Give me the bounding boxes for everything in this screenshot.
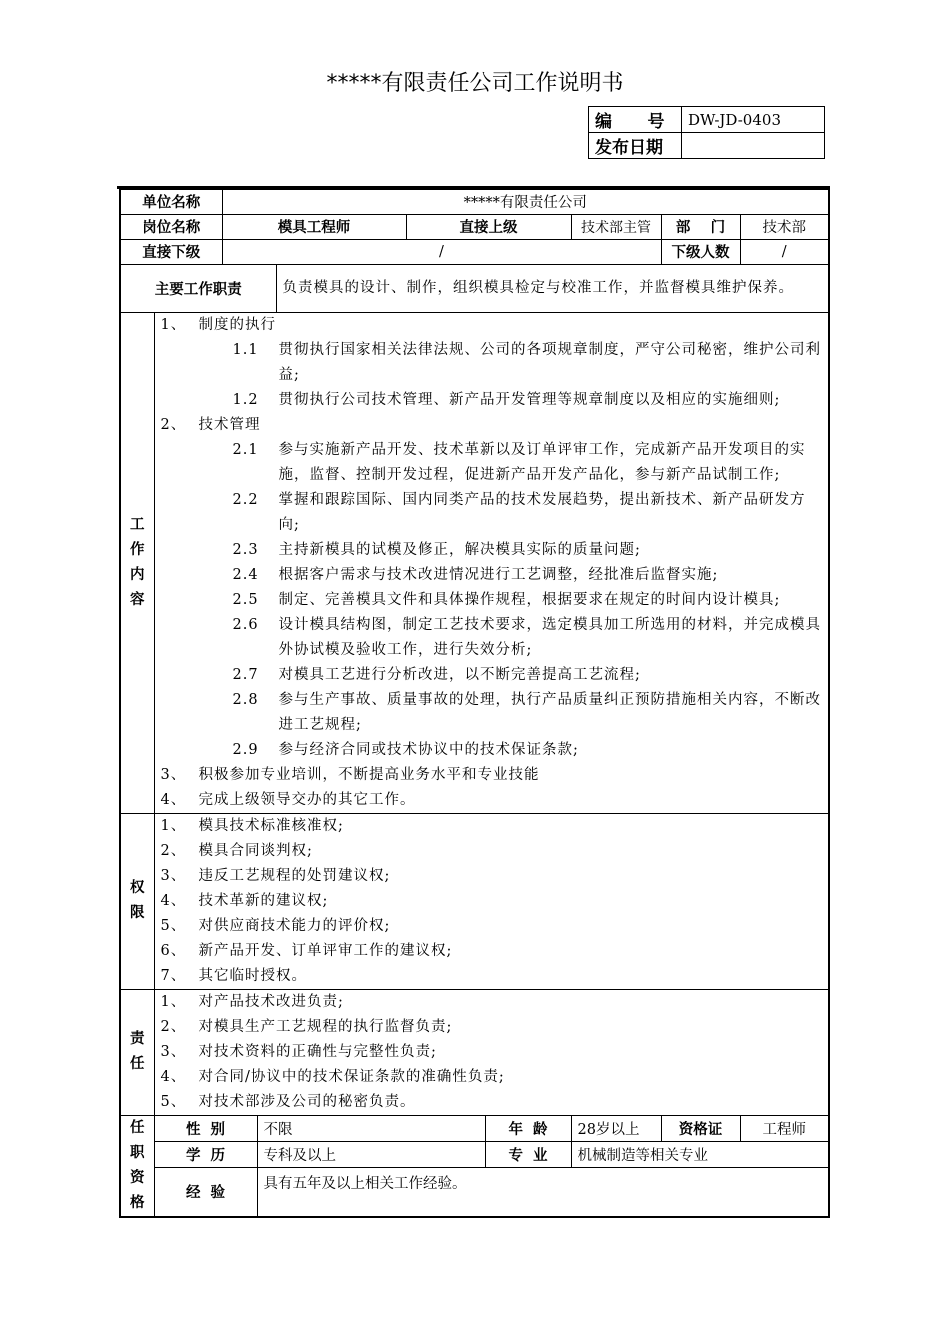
edu-label: 学 历 [154,1141,257,1167]
exp-value: 具有五年及以上相关工作经验。 [257,1168,829,1217]
list-item-number: 2.9 [232,741,259,758]
list-item-text: 积极参加专业培训，不断提高业务水平和专业技能 [198,766,540,783]
list-item [161,814,823,839]
list-item-number: 1.2 [232,391,259,408]
number-value: DW-JD-0403 [682,107,825,133]
list-item [197,488,823,538]
date-label: 发布日期 [589,133,682,159]
list-item-number: 2.6 [232,616,259,633]
list-item-number: 4、 [160,1068,187,1085]
work-content-label [120,312,154,813]
job-description-table [119,188,830,1218]
list-item-number: 1.1 [232,341,259,358]
list-item-number: 1、 [160,316,187,333]
superior-value: 技术部主管 [571,214,661,239]
list-item-number: 2.5 [232,591,259,608]
list-item [161,1015,823,1040]
list-item [161,864,823,889]
list-item-text: 对供应商技术能力的评价权; [198,917,391,934]
list-item [197,588,823,613]
list-item-text: 贯彻执行公司技术管理、新产品开发管理等规章制度以及相应的实施细则; [278,391,781,408]
list-item-text: 模具合同谈判权; [198,842,313,859]
list-item [161,889,823,914]
authority-list [154,813,829,989]
list-item [161,914,823,939]
list-item-text: 主持新模具的试模及修正，解决模具实际的质量问题; [278,541,641,558]
list-item [197,663,823,688]
label-char: 任 [130,1056,145,1072]
superior-label: 直接上级 [406,214,571,239]
gender-label: 性 别 [154,1115,257,1141]
list-item-number: 2.4 [232,566,259,583]
list-item-text: 新产品开发、订单评审工作的建议权; [198,942,453,959]
list-item-text: 模具技术标准核准权; [198,817,344,834]
dept-label: 部 门 [661,214,740,239]
post-label: 岗位名称 [120,214,222,239]
document-code-box [588,106,825,159]
list-item-text: 技术革新的建议权; [198,892,329,909]
responsibility-label [120,989,154,1115]
date-value [682,133,825,159]
list-item-text: 对模具生产工艺规程的执行监督负责; [198,1018,453,1035]
list-item [161,788,823,813]
list-item [197,613,823,663]
sub-value: / [222,239,661,264]
label-char: 工 [130,516,145,533]
number-label: 编 号 [589,107,682,133]
list-item [197,688,823,738]
list-item-number: 3、 [160,867,187,884]
authority-label [120,813,154,989]
list-item [161,1040,823,1065]
unit-label: 单位名称 [120,189,222,214]
list-item-text: 参与生产事故、质量事故的处理，执行产品质量纠正预防措施相关内容，不断改进工艺规程; [278,691,821,733]
list-item-number: 3、 [160,1043,187,1060]
sub-count-label: 下级人数 [661,239,740,264]
sub-label: 直接下级 [120,239,222,264]
list-item [197,438,823,488]
major-label: 专 业 [485,1141,571,1167]
label-char: 内 [130,566,145,583]
list-item-text: 参与实施新产品开发、技术革新以及订单评审工作，完成新产品开发项目的实施，监督、控制开发过程，促进新产品开发产品化，参与新产品试制工作; [278,441,806,483]
list-item-number: 2、 [160,842,187,859]
dept-value: 技术部 [740,214,829,239]
label-char: 权 [130,880,145,896]
list-item-text: 对产品技术改进负责; [198,993,344,1010]
label-char: 限 [130,905,145,921]
major-value: 机械制造等相关专业 [571,1141,829,1167]
label-char: 格 [130,1194,145,1211]
list-item-text: 完成上级领导交办的其它工作。 [198,791,416,808]
list-item-text: 贯彻执行国家相关法律法规、公司的各项规章制度，严守公司秘密，维护公司利益; [278,341,821,383]
list-item-number: 5、 [160,917,187,934]
work-content-list [154,312,829,813]
list-item-text: 对技术部涉及公司的秘密负责。 [198,1093,416,1110]
list-item [161,990,823,1015]
list-item [197,738,823,763]
list-item-text: 技术管理 [198,416,261,433]
label-char: 职 [130,1144,145,1161]
list-item-text: 根据客户需求与技术改进情况进行工艺调整，经批准后监督实施; [278,566,719,583]
list-item-number: 2.7 [232,666,259,683]
document-title: *****有限责任公司工作说明书 [326,71,624,96]
list-item-number: 2.8 [232,691,259,708]
list-item-number: 4、 [160,892,187,909]
list-item [161,313,823,338]
list-item-number: 6、 [160,942,187,959]
list-item [161,413,823,438]
list-item [161,1090,823,1115]
list-item-text: 制度的执行 [198,316,276,333]
sub-count-value: / [740,239,829,264]
list-item-number: 2.3 [232,541,259,558]
list-item [197,338,823,388]
list-item [161,839,823,864]
label-char: 任 [130,1119,145,1136]
list-item-text: 对模具工艺进行分析改进，以不断完善提高工艺流程; [278,666,641,683]
cert-value: 工程师 [740,1115,829,1141]
list-item-text: 违反工艺规程的处罚建议权; [198,867,391,884]
list-item-text: 其它临时授权。 [198,967,307,984]
list-item [161,939,823,964]
edu-value: 专科及以上 [257,1141,485,1167]
list-item-number: 2.1 [232,441,259,458]
responsibility-list [154,989,829,1115]
age-value: 28岁以上 [571,1115,661,1141]
list-item-number: 4、 [160,791,187,808]
list-item [197,538,823,563]
qualification-label [120,1115,154,1217]
list-item-number: 2、 [160,416,187,433]
list-item [197,388,823,413]
list-item [197,563,823,588]
list-item-number: 7、 [160,967,187,984]
cert-label: 资格证 [661,1115,740,1141]
gender-value: 不限 [257,1115,485,1141]
unit-value: *****有限责任公司 [222,189,829,214]
list-item-text: 对合同/协议中的技术保证条款的准确性负责; [198,1068,505,1085]
list-item-text: 参与经济合同或技术协议中的技术保证条款; [278,741,579,758]
list-item-number: 1、 [160,993,187,1010]
list-item [161,763,823,788]
main-duty-label: 主要工作职责 [120,264,276,312]
list-item-text: 设计模具结构图，制定工艺技术要求，选定模具加工所选用的材料，并完成模具外协试模及验收工作，进行失效分析; [278,616,821,658]
list-item-number: 1、 [160,817,187,834]
label-char: 作 [130,541,145,558]
list-item-number: 5、 [160,1093,187,1110]
list-item-text: 对技术资料的正确性与完整性负责; [198,1043,437,1060]
list-item-text: 掌握和跟踪国际、国内同类产品的技术发展趋势，提出新技术、新产品研发方向; [278,491,806,533]
label-char: 容 [130,591,145,608]
list-item [161,964,823,989]
label-char: 责 [130,1031,145,1047]
main-duty-text: 负责模具的设计、制作，组织模具检定与校准工作，并监督模具维护保养。 [276,264,829,312]
exp-label: 经 验 [154,1168,257,1217]
age-label: 年 龄 [485,1115,571,1141]
list-item-number: 3、 [160,766,187,783]
label-char: 资 [130,1169,145,1186]
post-value: 模具工程师 [222,214,406,239]
list-item [161,1065,823,1090]
list-item-text: 制定、完善模具文件和具体操作规程，根据要求在规定的时间内设计模具; [278,591,781,608]
list-item-number: 2.2 [232,491,259,508]
list-item-number: 2、 [160,1018,187,1035]
